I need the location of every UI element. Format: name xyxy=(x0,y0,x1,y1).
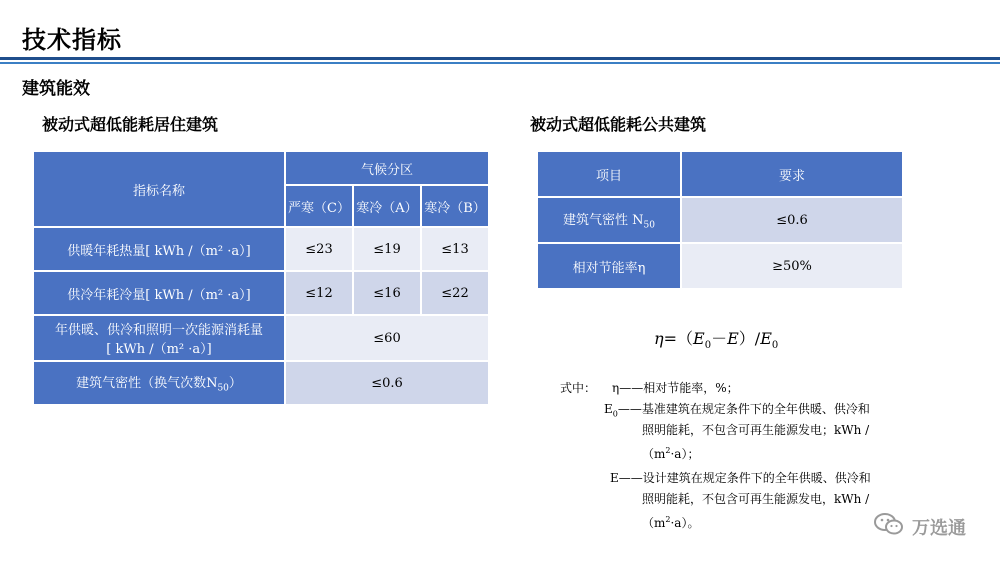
note-eta: η——相对节能率，%； xyxy=(612,381,739,395)
title-rule xyxy=(0,57,1000,60)
primary-energy-value: ≤60 xyxy=(285,315,489,361)
cooling-value-b: ≤22 xyxy=(421,271,489,315)
residential-table xyxy=(32,150,490,406)
note-e0-line2: 照明能耗，不包含可再生能源发电；kWh / xyxy=(642,423,870,437)
residential-subtitle: 被动式超低能耗居住建筑 xyxy=(42,115,219,134)
zone-cold-a: 寒冷（A） xyxy=(353,185,421,227)
heating-value-b: ≤13 xyxy=(421,227,489,271)
note-e-line3: $(m^2\cdot a)$。 xyxy=(642,515,700,530)
heating-value-c: ≤23 xyxy=(285,227,353,271)
note-e0: $E_0——$基准建筑在规定条件下的全年供暖、供冷和 xyxy=(604,402,870,419)
note-e: E——设计建筑在规定条件下的全年供暖、供冷和 xyxy=(610,471,871,485)
energy-saving-value: ≥50% xyxy=(681,243,903,289)
metric-header: 指标名称 xyxy=(33,151,285,227)
public-subtitle: 被动式超低能耗公共建筑 xyxy=(530,115,707,134)
zone-header: 气候分区 xyxy=(285,151,489,185)
note-e0-line3: $(m^2\cdot a)$； xyxy=(642,446,700,461)
primary-energy-label xyxy=(33,315,285,361)
primary-energy-label-line2: [ kWh /（m² ·a）] xyxy=(106,342,212,357)
cooling-value-c: ≤12 xyxy=(285,271,353,315)
wechat-icon xyxy=(874,512,904,541)
public-airtightness-label: 建筑气密性 $N_{50}$ xyxy=(537,197,681,243)
heating-label: 供暖年耗热量[ kWh /（m² ·a）] xyxy=(33,227,285,271)
section-title: 建筑能效 xyxy=(22,79,90,99)
note-e-line2: 照明能耗，不包含可再生能源发电，kWh / xyxy=(642,492,870,506)
cooling-label: 供冷年耗冷量[ kWh /（m² ·a）] xyxy=(33,271,285,315)
zone-cold-b: 寒冷（B） xyxy=(421,185,489,227)
zone-severe-cold-c: 严寒（C） xyxy=(285,185,353,227)
energy-saving-formula: $\eta=(E_0-E)/E_0$ xyxy=(654,329,779,352)
watermark xyxy=(874,512,966,541)
notes-prefix: 式中： xyxy=(560,381,597,395)
requirement-header: 要求 xyxy=(681,151,903,197)
page-title: 技术指标 xyxy=(22,26,122,54)
public-airtightness-value: ≤0.6 xyxy=(681,197,903,243)
item-header: 项目 xyxy=(537,151,681,197)
watermark-text: 万选通 xyxy=(912,517,966,539)
energy-saving-label: 相对节能率η xyxy=(537,243,681,289)
heating-value-a: ≤19 xyxy=(353,227,421,271)
title-rule-accent xyxy=(0,62,1000,64)
public-building-table xyxy=(536,150,904,290)
airtightness-value: ≤0.6 xyxy=(285,361,489,405)
primary-energy-label-line1: 年供暖、供冷和照明一次能源消耗量 xyxy=(54,323,263,338)
airtightness-label: 建筑气密性（换气次数$N_{50}$） xyxy=(33,361,285,405)
cooling-value-a: ≤16 xyxy=(353,271,421,315)
